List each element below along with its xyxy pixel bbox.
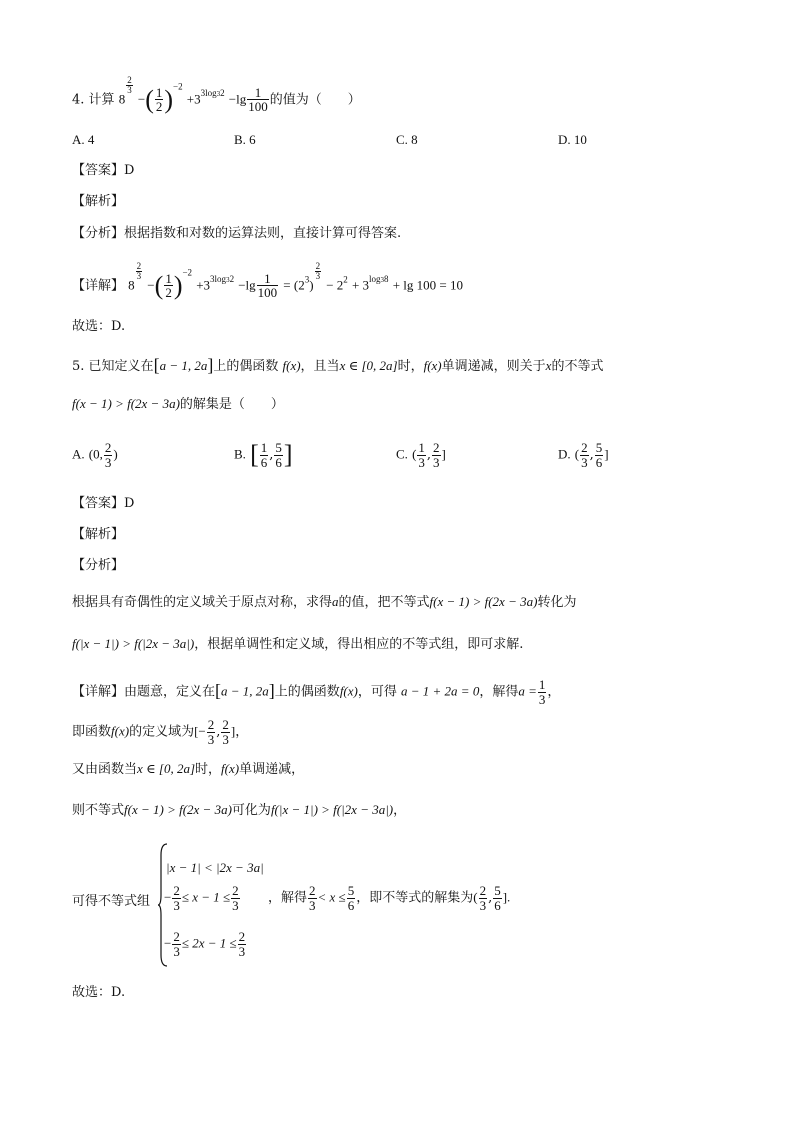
q5-detail-line1: 【详解】由题意，定义在[a − 1, 2a]上的偶函数f(x)，可得 a − 1 + 2a = 0，解得a = $\frac{1}{3}$ ， (72, 677, 561, 707)
q4-fenxi: 【分析】根据指数和对数的运算法则，直接计算可得答案. (72, 226, 402, 241)
q5-detail-line2: 即函数f(x)的定义域为[− $\frac{2}{3}$ , $\frac{2}{3}$ ]， (72, 717, 249, 747)
q5-stem-line1: 5. 已知定义在[a − 1, 2a]上的偶函数 f(x)，且当x ∈ [0, 2a]时，f(x)单调递减，则关于x的不等式 (72, 355, 604, 375)
q5-detail-line4: 则不等式f(x − 1) > f(2x − 3a)可化为f(|x − 1|) > f(|2x − 3a|)， (72, 802, 407, 818)
q5-answer: 【答案】D (72, 496, 135, 511)
q4-exponent-log: 3log32 (200, 88, 225, 99)
q5-analysis-line1: 根据具有奇偶性的定义域关于原点对称，求得a的值，把不等式f(x − 1) > f(2x − 3a)转化为 (72, 594, 577, 610)
q5-analysis-line2: f(|x − 1|) > f(|2x − 3a|)，根据单调性和定义域，得出相应的不等式组，即可求解. (72, 636, 524, 652)
q4-lead: 计算 (88, 92, 115, 108)
q4-choose: 故选：D. (72, 319, 126, 334)
q5-choose: 故选：D. (72, 985, 126, 1000)
q4-base8: 8 (118, 91, 126, 107)
q4-line: 4. 计算 8 $\frac{2}{3}$ −( $\frac{1}{2}$ )$^{-2} +3^{3log32} -\lg$ $\frac{1}{100}$ 的值为（ ） (72, 75, 361, 115)
q4-option-b: B. 6 (234, 132, 256, 147)
q4-half: $\frac{1}{2}$ (155, 84, 163, 115)
q4-exp-frac: $\frac{2}{3}$ (127, 75, 132, 96)
q5-fenxi: 【分析】 (72, 558, 125, 573)
q5-system-row2: − $\frac{2}{3}$ ≤ x − 1 ≤ $\frac{2}{3}$ (164, 883, 239, 913)
q4-hundredth: $\frac{1}{100}$ (248, 84, 268, 115)
q4-detail: 【详解】 8 $\frac{2}{3}$ −( $\frac{1}{2}$ )$^{-2} +3^{3log32} -\lg$ $\frac{1}{100}$ = $(2^3)$ $\frac{2}{3}$ − $2^2 + 3^{log38} + \lg 100 = 10$ (72, 261, 463, 301)
q5-detail-line3: 又由函数当x ∈ [0, 2a]时，f(x)单调递减， (72, 761, 305, 777)
q4-option-c: C. 8 (396, 132, 418, 147)
q5-stem-line2: f(x − 1) > f(2x − 3a)的解集是（ ） (72, 396, 284, 412)
q5-option-a: A. (0, $\frac{2}{3}$ ) (72, 440, 118, 470)
q4-option-a: A. 4 (72, 132, 95, 147)
q5-option-d: D. ( $\frac{2}{3}$ , $\frac{5}{6}$ ] (558, 440, 609, 470)
q4-number: 4. (72, 92, 85, 108)
q4-answer: 【答案】D (72, 163, 135, 178)
q5-system-solution: ，解得 $\frac{2}{3}$ < x ≤ $\frac{5}{6}$ ，即不等式的解集为( $\frac{2}{3}$ , $\frac{5}{6}$ ]. (268, 883, 511, 913)
q5-jiexi: 【解析】 (72, 527, 125, 542)
q5-option-b: B. [ $\frac{1}{6}$ , $\frac{5}{6}$ ] (234, 440, 293, 470)
q5-system-row3: − $\frac{2}{3}$ ≤ 2x − 1 ≤ $\frac{2}{3}$ (164, 929, 246, 959)
q4-jiexi: 【解析】 (72, 194, 125, 209)
q5-system-label: 可得不等式组 (72, 894, 151, 909)
q5-system-row1: |x − 1| < |2x − 3a| (166, 860, 264, 875)
q5-option-c: C. ( $\frac{1}{3}$ , $\frac{2}{3}$ ] (396, 440, 446, 470)
q4-option-d: D. 10 (558, 132, 587, 147)
